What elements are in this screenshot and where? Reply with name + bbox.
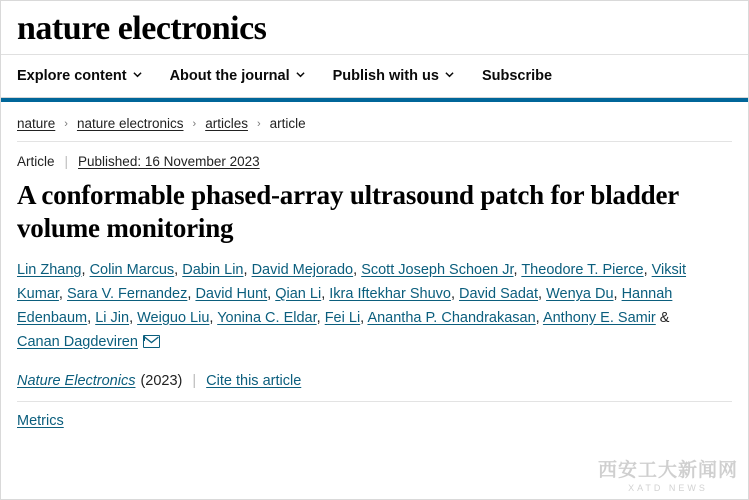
author-link[interactable]: David Mejorado [251,261,354,278]
author-link[interactable]: Anthony E. Samir [542,309,656,326]
author-conjunction: & [655,309,670,326]
chevron-down-icon [445,70,454,79]
nav-label: About the journal [169,68,290,85]
citation-year: (2023) [140,372,183,389]
author-link[interactable]: Yonina C. Eldar [217,309,317,326]
publication-date[interactable]: Published: 16 November 2023 [78,154,260,170]
author-link[interactable]: Dabin Lin [182,261,244,278]
author-link[interactable]: Ikra Iftekhar Shuvo [329,285,451,302]
breadcrumb-separator-icon: › [256,117,261,130]
main-navigation [1,54,748,98]
author-link[interactable]: Lin Zhang [17,261,82,278]
breadcrumb [1,102,748,141]
watermark-english: XATD NEWS [628,483,708,493]
chevron-down-icon [296,70,305,79]
watermark [598,461,738,493]
author-link[interactable]: Weiguo Liu [137,309,210,326]
breadcrumb-separator-icon: › [192,117,197,130]
author-link[interactable]: Anantha P. Chandrakasan [367,309,536,326]
nav-label: Explore content [17,68,127,85]
metrics-link[interactable]: Metrics [17,412,64,429]
masthead [1,1,748,54]
meta-divider: | [64,154,69,170]
nav-item-explore-content[interactable] [17,68,142,84]
author-link[interactable]: Qian Li [275,285,322,302]
journal-logo[interactable]: nature electronics [17,10,267,47]
breadcrumb-separator-icon: › [64,117,68,130]
watermark-chinese: 西安工大新闻网 [597,460,738,482]
breadcrumb-item-nature[interactable]: nature [17,116,56,132]
author-link[interactable]: David Sadat [459,285,539,302]
envelope-icon[interactable] [143,335,160,348]
citation-line [1,355,748,389]
nav-item-subscribe[interactable] [482,68,552,84]
author-link[interactable]: Li Jin [95,309,130,326]
author-list: Lin Zhang, Colin Marcus, Dabin Lin, David Mejorado, Scott Joseph Schoen Jr, Theodore T. Pierce, Viksit Kumar, Sara V. Fernandez, David Hunt, Qian Li, Ikra Iftekhar Shuvo, David Sadat, Wenya Du, Hannah Edenbaum, Li Jin, Weiguo Liu, Yonina C. Eldar, Fei Li, Anantha P. Chandrakasan, Anthony E. Samir & Canan Dagdeviren [17,261,687,350]
page-title: A conformable phased-array ultrasound patch for bladder volume monitoring [17,180,679,244]
breadcrumb-item-article: article [269,116,306,132]
nav-label: Publish with us [332,68,439,85]
author-link[interactable]: Colin Marcus [89,261,175,278]
journal-link[interactable]: Nature Electronics [17,372,136,389]
nav-item-publish-with-us[interactable] [333,68,454,84]
author-link[interactable]: Wenya Du [546,285,614,302]
author-link[interactable]: Scott Joseph Schoen Jr [361,261,514,278]
author-link[interactable]: Hannah Edenbaum [17,285,673,326]
author-link[interactable]: Canan Dagdeviren [17,333,138,350]
citation-divider: | [192,372,197,389]
author-link[interactable]: Fei Li [324,309,361,326]
article-meta [1,142,748,169]
metrics-section [1,389,748,430]
author-link[interactable]: Sara V. Fernandez [66,285,188,302]
author-link[interactable]: Viksit Kumar [17,261,687,302]
nav-item-about-the-journal[interactable] [170,68,305,84]
breadcrumb-item-nature-electronics[interactable]: nature electronics [76,116,184,132]
author-link[interactable]: Theodore T. Pierce [521,261,644,278]
author-link[interactable]: David Hunt [195,285,268,302]
cite-this-article-link[interactable]: Cite this article [206,372,302,389]
breadcrumb-item-articles[interactable]: articles [205,116,248,132]
chevron-down-icon [133,70,142,79]
article-type: Article [17,154,55,170]
metrics-divider [17,401,732,402]
nav-label: Subscribe [481,68,553,85]
